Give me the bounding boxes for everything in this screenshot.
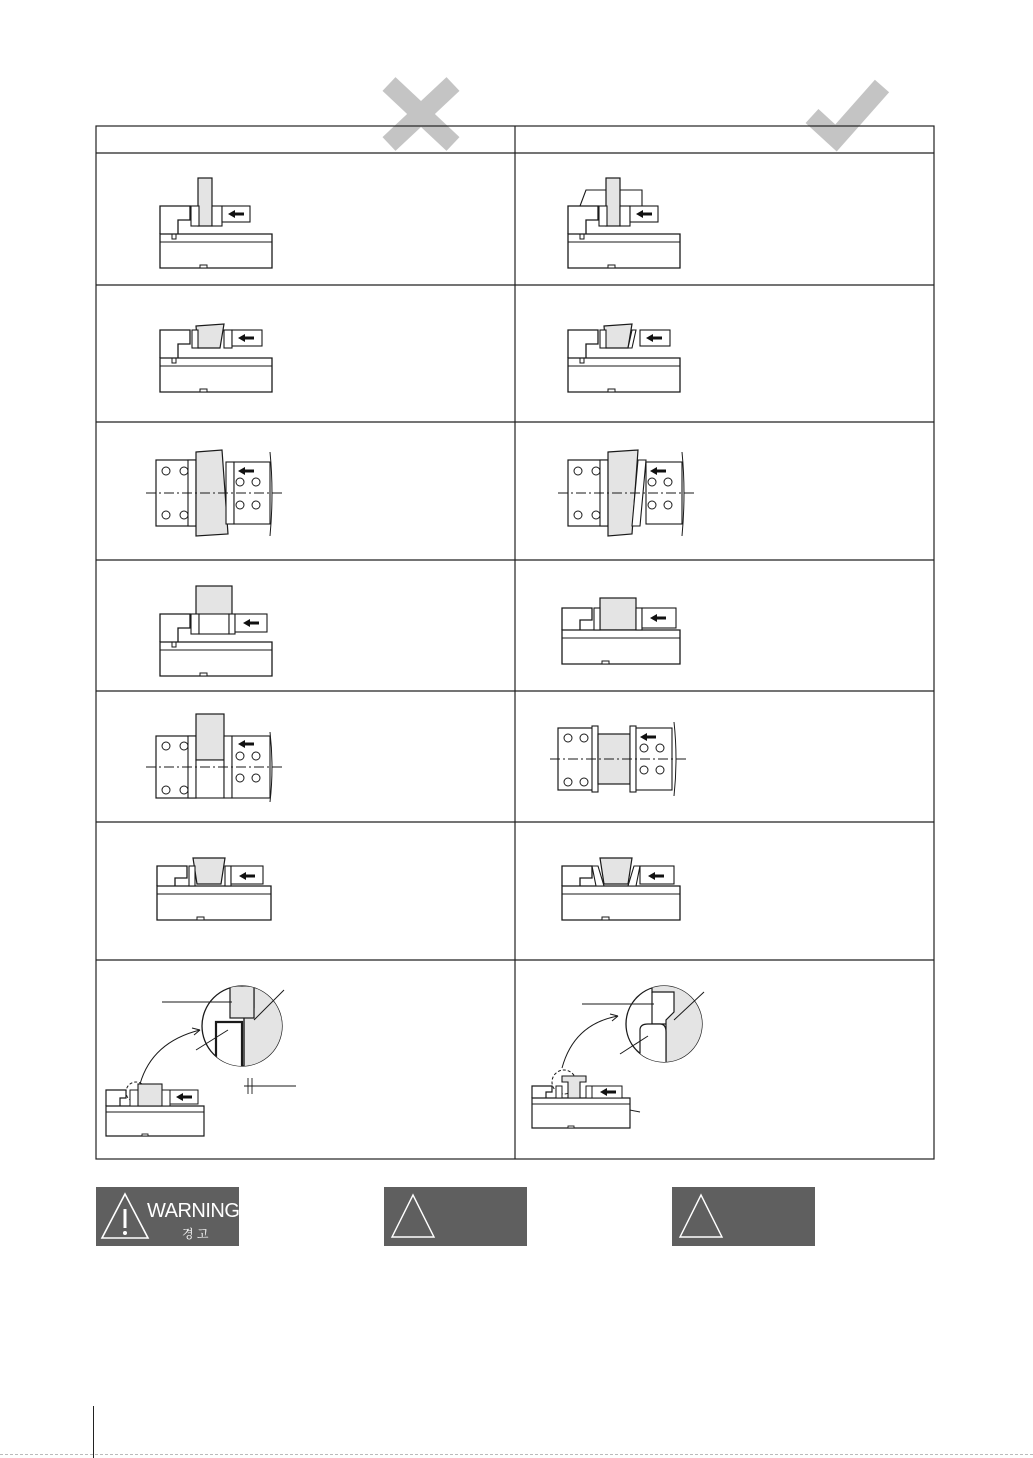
row-1-incorrect-diagram: [158, 176, 288, 266]
row-3-incorrect-diagram: [146, 448, 291, 540]
row-2-incorrect-diagram: [158, 320, 288, 390]
row-4-correct-diagram: [560, 596, 690, 676]
warning-subtitle: 경 고: [182, 1227, 209, 1241]
row-5-correct-diagram: [550, 718, 695, 798]
row-3-correct-diagram: [558, 448, 703, 540]
warning-badge: [96, 1187, 239, 1246]
row-2-correct-diagram: [566, 320, 696, 390]
warning-title: WARNING: [147, 1200, 240, 1222]
row-6-correct-diagram: [560, 856, 690, 928]
page-bottom-dotted-rule: [0, 1454, 1033, 1455]
row-6-incorrect-diagram: [155, 856, 285, 928]
page-margin-rule: [93, 1406, 94, 1458]
row-4-incorrect-diagram: [158, 584, 288, 676]
triangle-icon: [390, 1193, 436, 1239]
caution-badge: [384, 1187, 527, 1246]
caution-badge: [672, 1187, 815, 1246]
row-1-correct-diagram: [566, 176, 696, 266]
row-7-incorrect-diagram: [104, 978, 304, 1143]
row-7-correct-diagram: [528, 972, 728, 1137]
exclamation-triangle-icon: [100, 1191, 150, 1241]
triangle-icon: [678, 1193, 724, 1239]
row-5-incorrect-diagram: [146, 712, 291, 804]
